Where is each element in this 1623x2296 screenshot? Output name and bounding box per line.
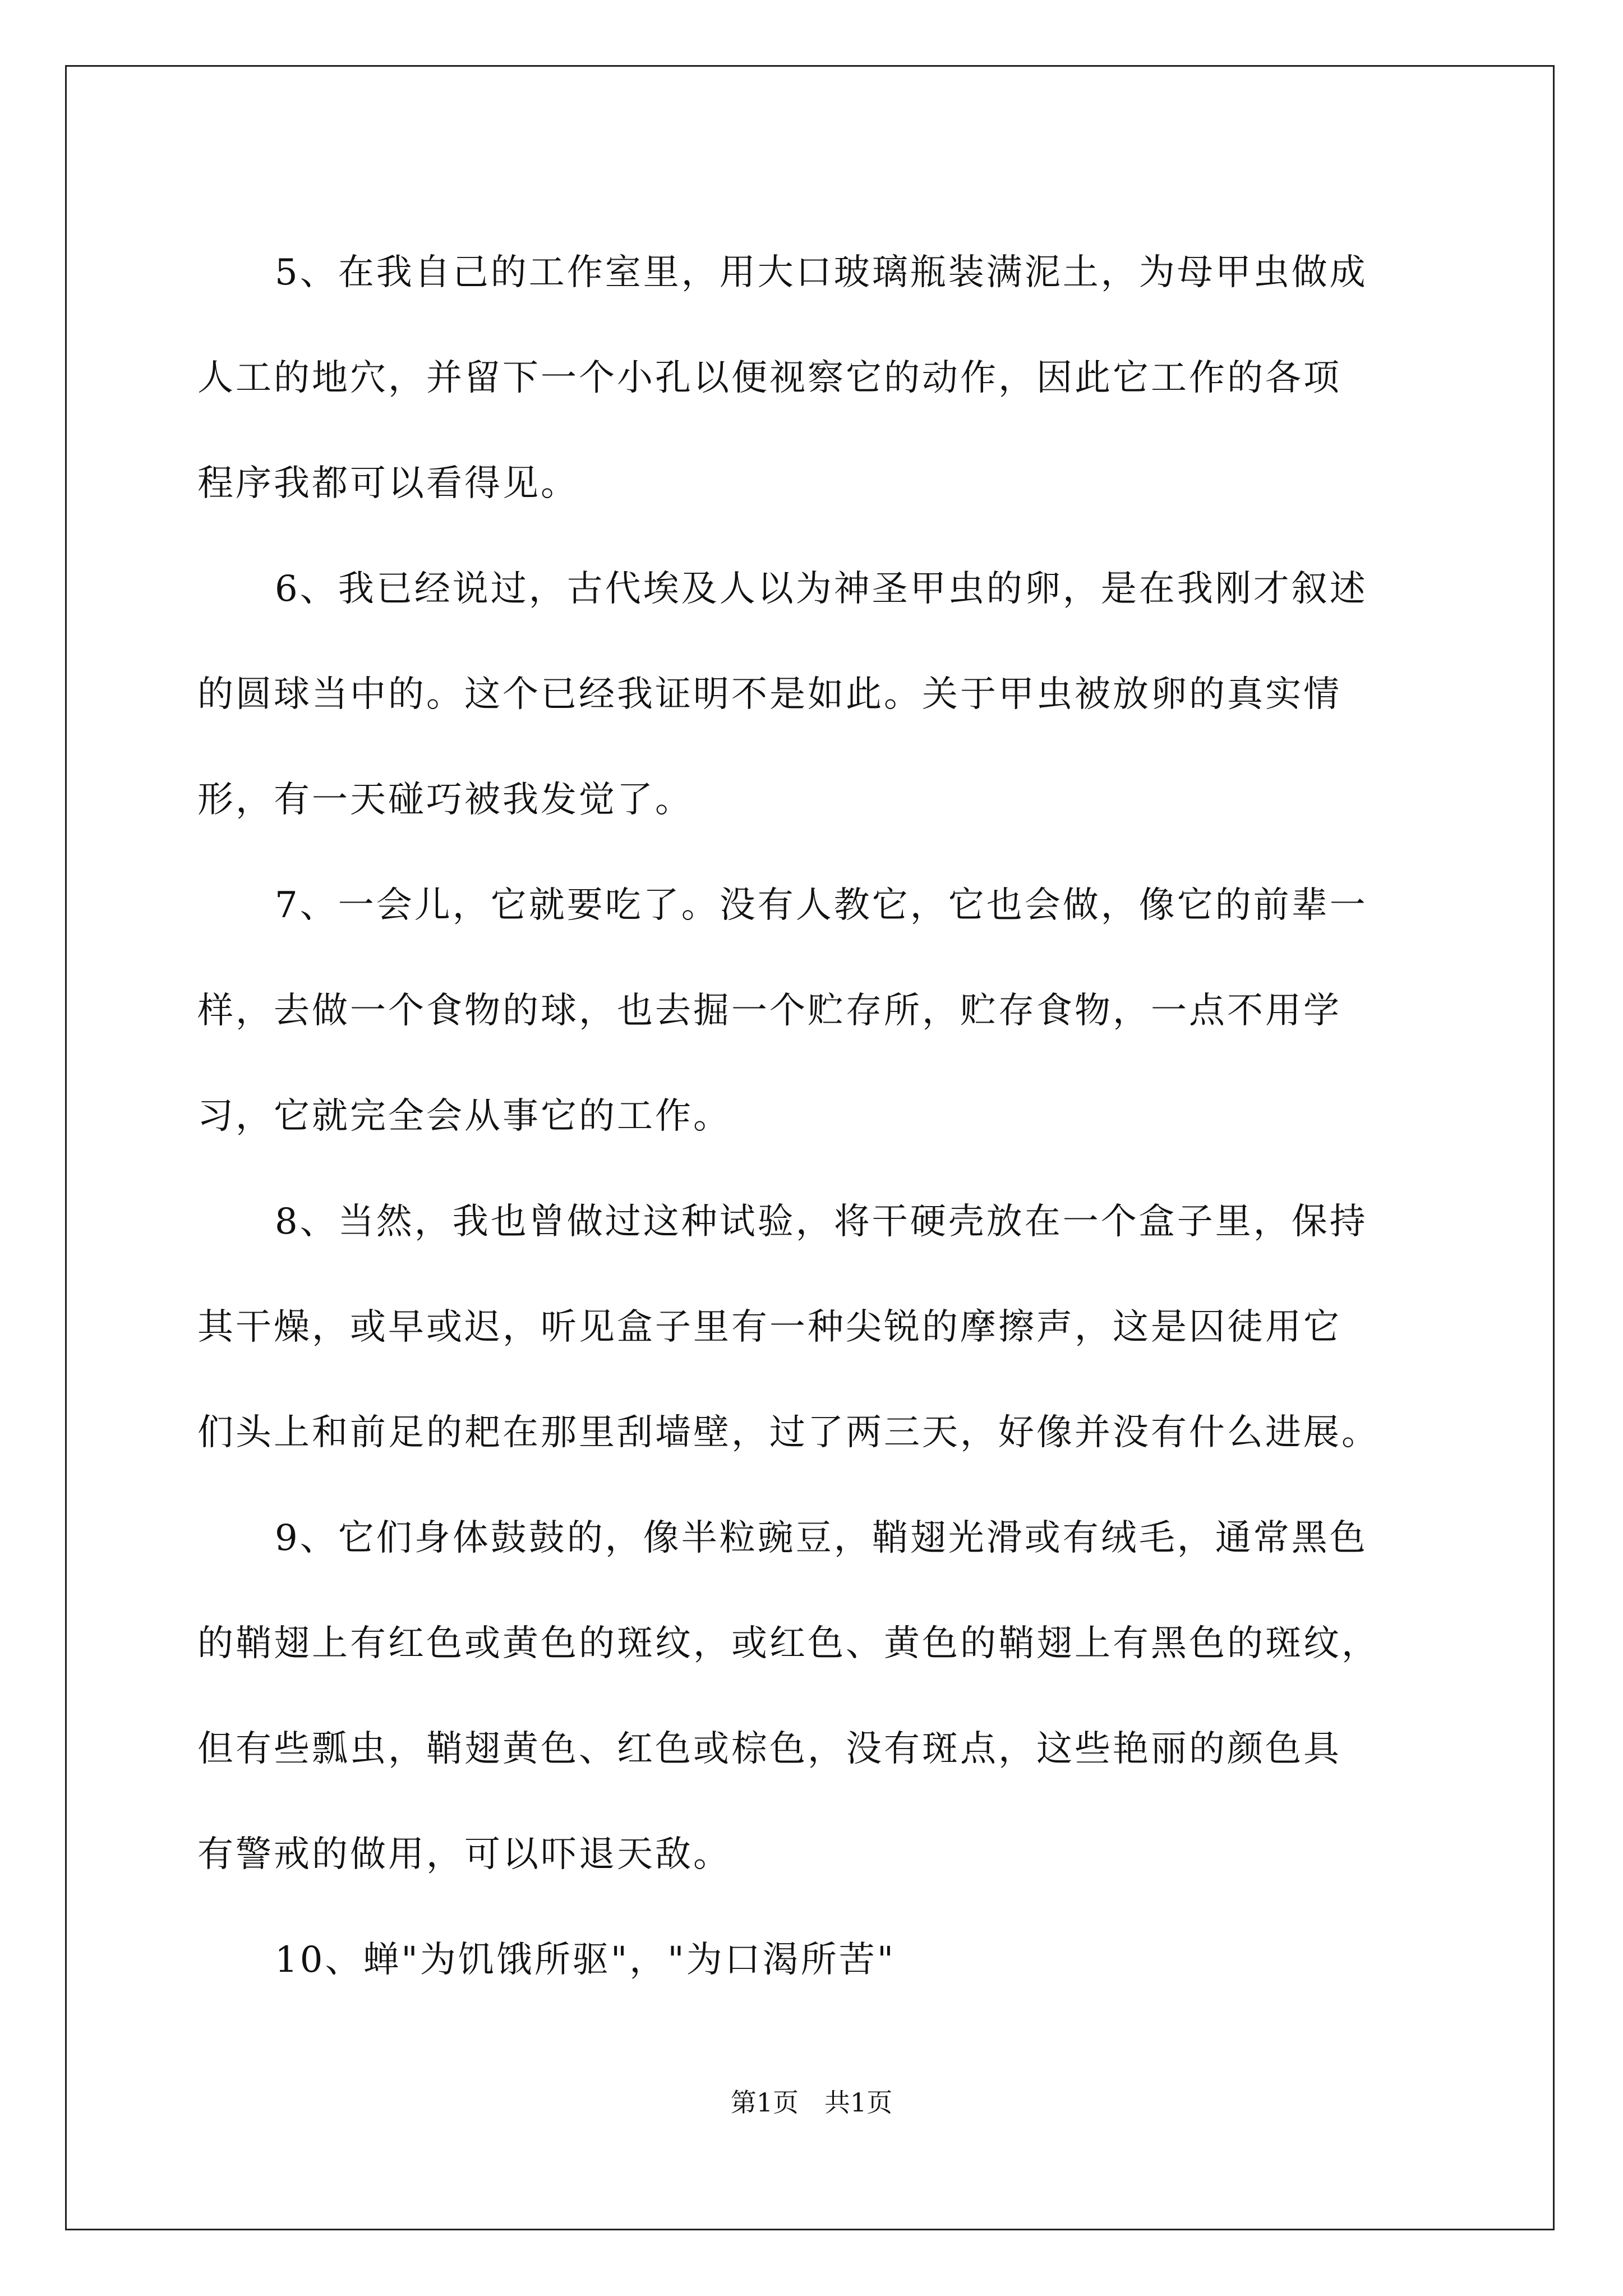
paragraph-line: 6、我已经说过，古代埃及人以为神圣甲虫的卵，是在我刚才叙述	[275, 568, 1368, 610]
paragraph-line: 有警戒的做用，可以吓退天敌。	[197, 1834, 731, 1875]
paragraph-line: 7、一会儿，它就要吃了。没有人教它，它也会做，像它的前辈一	[275, 885, 1368, 926]
paragraph-9	[197, 1485, 1448, 1907]
paragraph-line: 但有些瓢虫，鞘翅黄色、红色或棕色，没有斑点，这些艳丽的颜色具	[197, 1728, 1341, 1770]
paragraph-line: 们头上和前足的耙在那里刮墙壁，过了两三天，好像并没有什么进展。	[197, 1412, 1380, 1453]
paragraph-line: 10、蝉"为饥饿所驱"，"为口渴所苦"	[275, 1939, 896, 1981]
paragraph-line: 的圆球当中的。这个已经我证明不是如此。关于甲虫被放卵的真实情	[197, 674, 1341, 715]
paragraph-line: 样，去做一个食物的球，也去掘一个贮存所，贮存食物，一点不用学	[197, 990, 1341, 1032]
paragraph-line: 8、当然，我也曾做过这种试验，将干硬壳放在一个盒子里，保持	[275, 1201, 1368, 1243]
paragraph-line: 其干燥，或早或迟，听见盒子里有一种尖锐的摩擦声，这是囚徒用它	[197, 1306, 1341, 1348]
paragraph-line: 的鞘翅上有红色或黄色的斑纹，或红色、黄色的鞘翅上有黑色的斑纹，	[197, 1623, 1380, 1664]
paragraph-line: 程序我都可以看得见。	[197, 463, 579, 504]
paragraph-line: 9、它们身体鼓鼓的，像半粒豌豆，鞘翅光滑或有绒毛，通常黑色	[275, 1517, 1368, 1559]
paragraph-line: 5、在我自己的工作室里，用大口玻璃瓶装满泥土，为母甲虫做成	[275, 252, 1368, 293]
page-footer: 第1页 共1页	[730, 2087, 893, 2118]
paragraph-5	[197, 220, 1448, 536]
paragraph-7	[197, 853, 1448, 1169]
paragraph-6	[197, 536, 1448, 853]
paragraph-line: 习，它就完全会从事它的工作。	[197, 1096, 731, 1137]
paragraph-line: 形，有一天碰巧被我发觉了。	[197, 779, 693, 821]
paragraph-line: 人工的地穴，并留下一个小孔以便视察它的动作，因此它工作的各项	[197, 357, 1341, 399]
paragraph-10	[197, 1907, 1448, 2013]
document-body	[197, 220, 1448, 2013]
paragraph-8	[197, 1169, 1448, 1485]
